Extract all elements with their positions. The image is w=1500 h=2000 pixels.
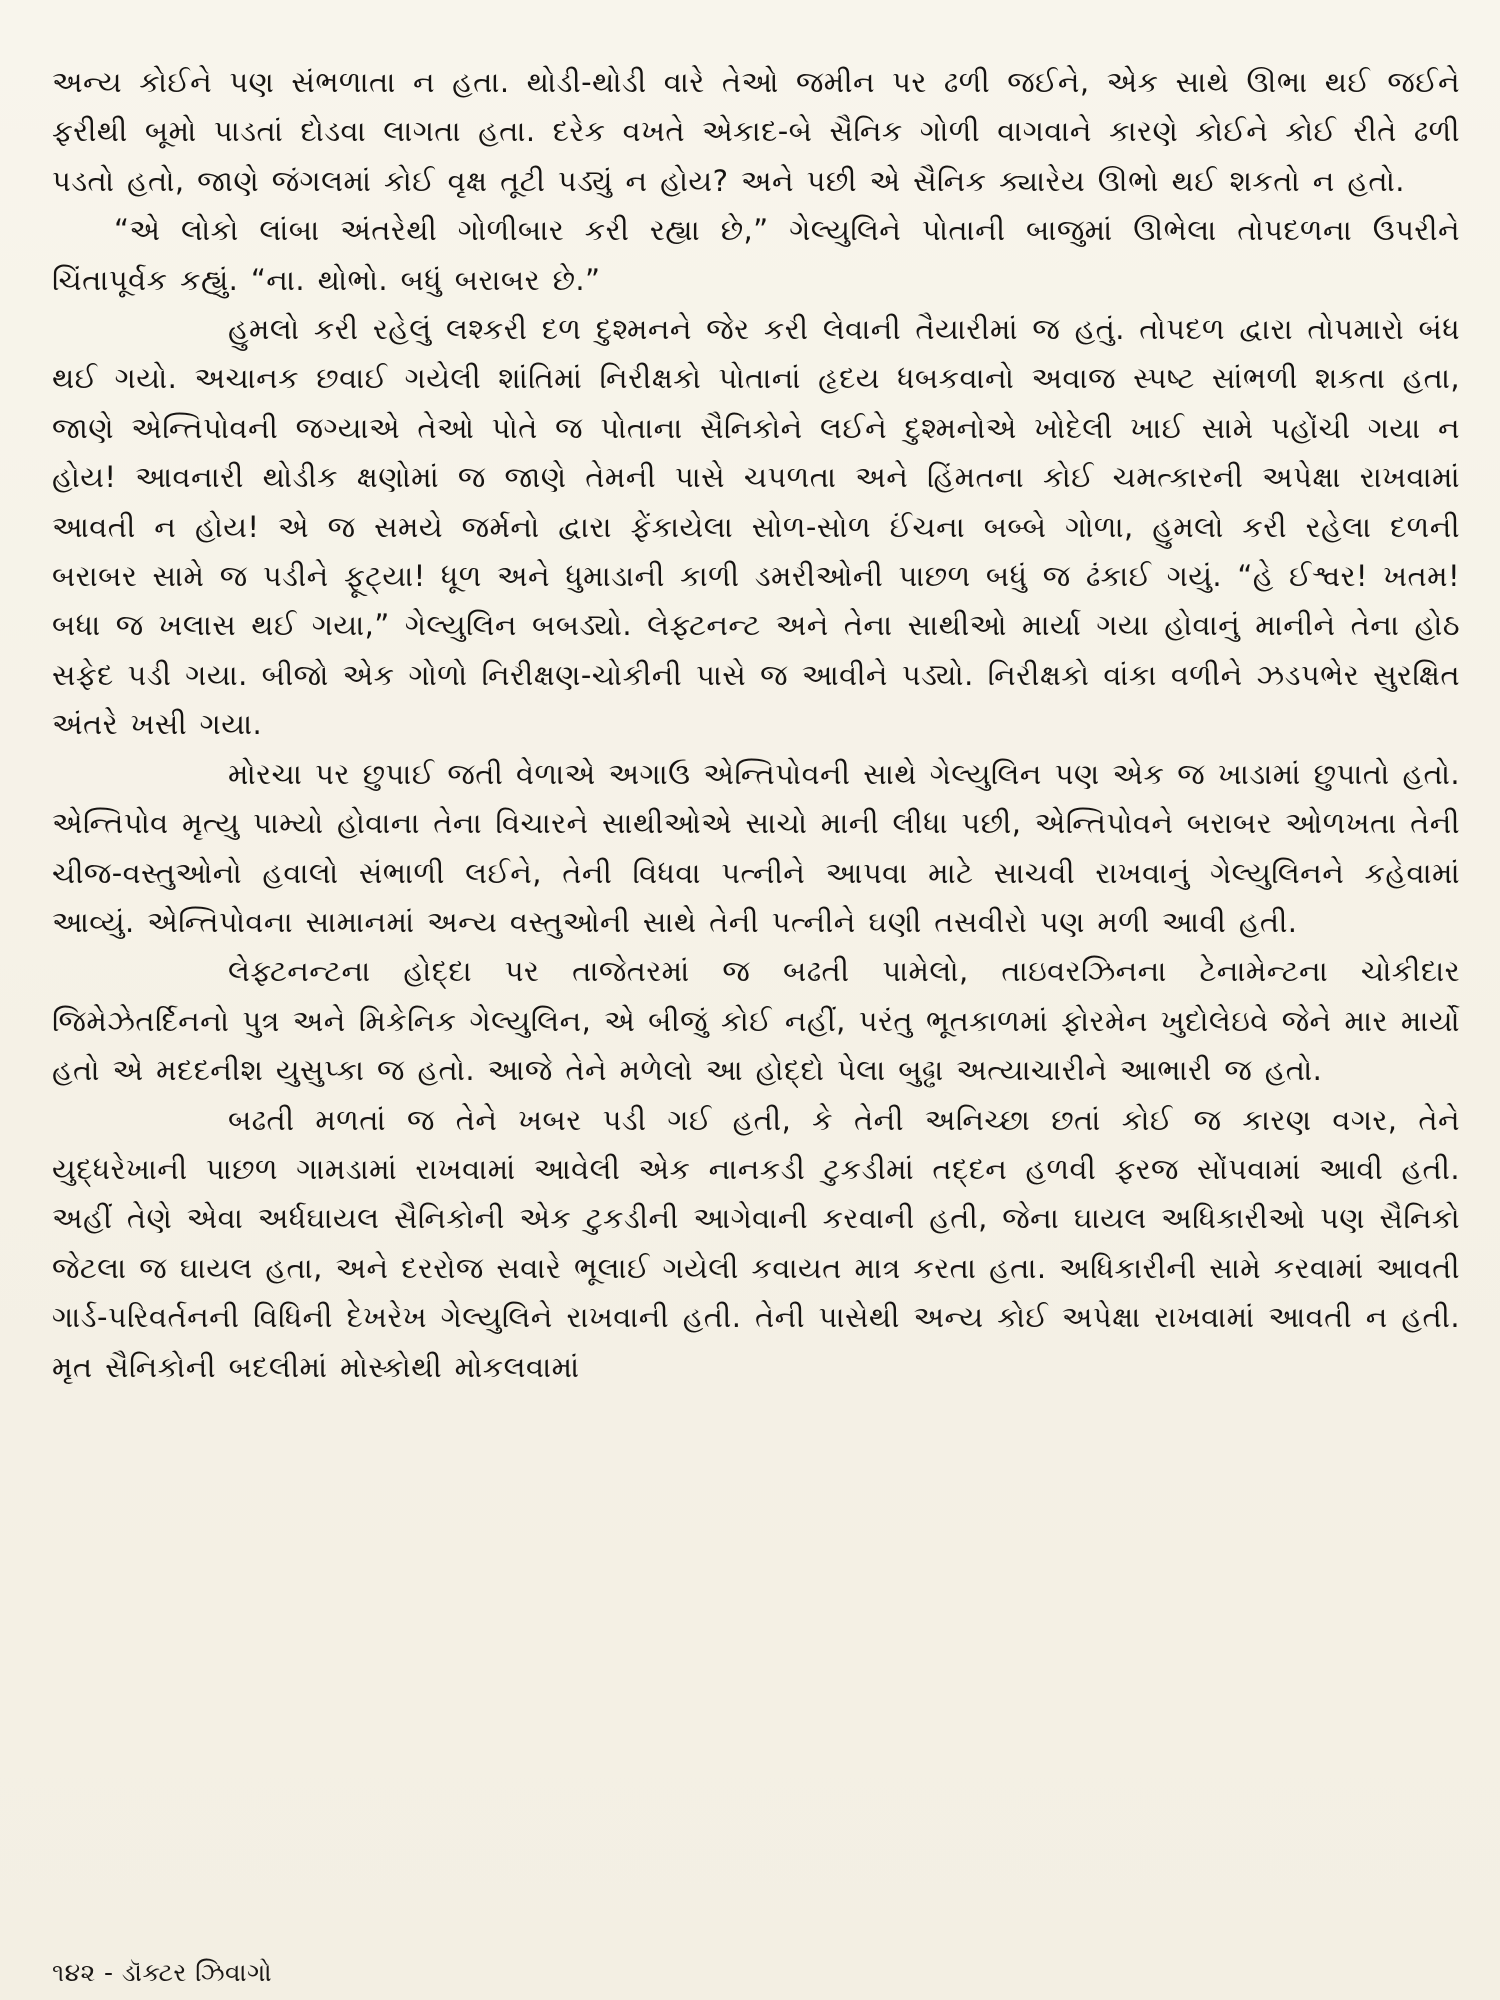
paragraph-1: અન્ય કોઈને પણ સંભળાતા ન હતા. થોડી-થોડી વારે તેઓ જમીન પર ઢળી જઈને, એક સાથે ઊભા થઈ જઈને ફરીથી બૂમો પાડતાં દોડવા લાગતા હતા. દરેક વખતે એકાદ-બે સૈનિક ગોળી વાગવાને કારણે કોઈને કોઈ રીતે ઢળી પડતો હતો, જાણે જંગલમાં કોઈ વૃક્ષ તૂટી પડ્યું ન હોય? અને પછી એ સૈનિક ક્યારેય ઊભો થઈ શકતો ન હતો. — [52, 65, 1460, 198]
paragraph-5: લેફ્ટનન્ટના હોદ્દા પર તાજેતરમાં જ બઢતી પામેલો, તાઇવરઝિનના ટેનામેન્ટના ચોકીદાર જિમેઝેતર્દિનનો પુત્ર અને મિકેનિક ગેલ્યુલિન, એ બીજું કોઈ નહીં, પરંતુ ભૂતકાળમાં ફોરમેન ખુદોલેઇવે જેને માર માર્યો હતો એ મદદનીશ યુસુપ્કા જ હતો. આજે તેને મળેલો આ હોદ્દો પેલા બુઢ્ઢા અત્યાચારીને આભારી જ હતો. — [52, 954, 1460, 1088]
page-footer: ૧૪૨ - ડૉક્ટર ઝિવાગો — [52, 1958, 272, 1987]
paragraph-2: “એ લોકો લાંબા અંતરેથી ગોળીબાર કરી રહ્યા છે,” ગેલ્યુલિને પોતાની બાજુમાં ઊભેલા તોપદળના ઉપરીને ચિંતાપૂર્વક કહ્યું. “ના. થોભો. બધું બરાબર છે.” — [52, 213, 1460, 297]
paragraph-6: બઢતી મળતાં જ તેને ખબર પડી ગઈ હતી, કે તેની અનિચ્છા છતાં કોઈ જ કારણ વગર, તેને યુદ્ધરેખાની પાછળ ગામડામાં રાખવામાં આવેલી એક નાનકડી ટુકડીમાં તદ્દન હળવી ફરજ સોંપવામાં આવી હતી. અહીં તેણે એવા અર્ધઘાયલ સૈનિકોની એક ટુકડીની આગેવાની કરવાની હતી, જેના ઘાયલ અધિકારીઓ પણ સૈનિકો જેટલા જ ઘાયલ હતા, અને દરરોજ સવારે ભૂલાઈ ગયેલી કવાયત માત્ર કરતા હતા. અધિકારીની સામે કરવામાં આવતી ગાર્ડ-પરિવર્તનની વિધિની દેખરેખ ગેલ્યુલિને રાખવાની હતી. તેની પાસેથી અન્ય કોઈ અપેક્ષા રાખવામાં આવતી ન હતી. મૃત સૈનિકોની બદલીમાં મોસ્કોથી મોકલવામાં — [52, 1102, 1460, 1384]
paragraph-4: મોરચા પર છુપાઈ જતી વેળાએ અગાઉ એન્તિપોવની સાથે ગેલ્યુલિન પણ એક જ ખાડામાં છુપાતો હતો. એન્તિપોવ મૃત્યુ પામ્યો હોવાના તેના વિચારને સાથીઓએ સાચો માની લીધા પછી, એન્તિપોવને બરાબર ઓળખતા તેની ચીજ-વસ્તુઓનો હવાલો સંભાળી લઈને, તેની વિધવા પત્નીને આપવા માટે સાચવી રાખવાનું ગેલ્યુલિનને કહેવામાં આવ્યું. એન્તિપોવના સામાનમાં અન્ય વસ્તુઓની સાથે તેની પત્નીને ઘણી તસવીરો પણ મળી આવી હતી. — [52, 756, 1460, 939]
paragraph-3: હુમલો કરી રહેલું લશ્કરી દળ દુશ્મનને જેર કરી લેવાની તૈયારીમાં જ હતું. તોપદળ દ્વારા તોપમારો બંધ થઈ ગયો. અચાનક છવાઈ ગયેલી શાંતિમાં નિરીક્ષકો પોતાનાં હૃદય ધબકવાનો અવાજ સ્પષ્ટ સાંભળી શકતા હતા, જાણે એન્તિપોવની જગ્યાએ તેઓ પોતે જ પોતાના સૈનિકોને લઈને દુશ્મનોએ ખોદેલી ખાઈ સામે પહોંચી ગયા ન હોય! આવનારી થોડીક ક્ષણોમાં જ જાણે તેમની પાસે ચપળતા અને હિંમતના કોઈ ચમત્કારની અપેક્ષા રાખવામાં આવતી ન હોય! એ જ સમયે જર્મનો દ્વારા ફેંકાયેલા સોળ-સોળ ઈંચના બબ્બે ગોળા, હુમલો કરી રહેલા દળની બરાબર સામે જ પડીને ફૂટ્યા! ધૂળ અને ધુમાડાની કાળી ડમરીઓની પાછળ બધું જ ઢંકાઈ ગયું. “હે ઈશ્વર! ખતમ! બધા જ ખલાસ થઈ ગયા,” ગેલ્યુલિન બબડ્યો. લેફ્ટનન્ટ અને તેના સાથીઓ માર્યા ગયા હોવાનું માનીને તેના હોઠ સફેદ પડી ગયા. બીજો એક ગોળો નિરીક્ષણ-ચોકીની પાસે જ આવીને પડ્યો. નિરીક્ષકો વાંકા વળીને ઝડપભેર સુરક્ષિત અંતરે ખસી ગયા. — [52, 312, 1460, 742]
